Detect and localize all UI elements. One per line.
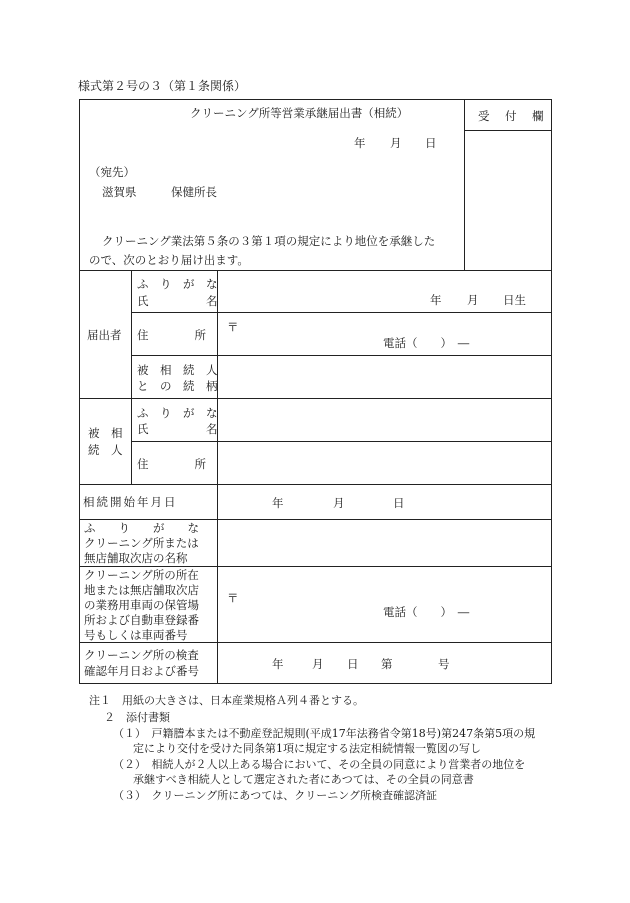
- border-left: [79, 99, 80, 684]
- attachment-3: （３） クリーニング所にあつては、クリーニング所検査確認済証: [113, 789, 438, 802]
- inheritance-day: 日: [393, 496, 405, 510]
- decedent-furigana-label: ふ り が な: [137, 406, 218, 420]
- statement-line-1: クリーニング業法第５条の３第１項の規定により地位を承継した: [102, 234, 436, 248]
- attachment-2b: 承継すべき相続人として選定された者にあつては、その全員の同意書: [133, 773, 474, 786]
- decedent-group-label-2: 続 人: [88, 443, 123, 457]
- inheritance-year: 年: [272, 496, 284, 510]
- row-line: [131, 312, 552, 313]
- addressee-label: （宛先）: [89, 165, 135, 179]
- reception-header-line: [464, 130, 552, 131]
- notifier-furigana-label: ふ り が な: [137, 277, 218, 291]
- notifier-address-label: 住 所: [137, 328, 206, 342]
- inspection-label-2: 確認年月日および番号: [84, 664, 199, 678]
- col-line: [131, 270, 132, 484]
- relation-label-2: と の 続 柄: [137, 379, 218, 393]
- decedent-name-label: 氏 名: [137, 422, 218, 436]
- birth-month: 月: [467, 293, 479, 307]
- form-title: クリーニング所等営業承継届出書（相続）: [190, 106, 409, 120]
- birth-year: 年: [430, 293, 442, 307]
- location-label-2: 地または無店舗取次店: [84, 583, 199, 597]
- decedent-address-label: 住 所: [137, 457, 206, 471]
- inspection-day: 日: [347, 657, 359, 671]
- border-bottom: [79, 683, 552, 684]
- location-label-3: の業務用車両の保管場: [84, 598, 199, 612]
- statement-line-2: ので、次のとおり届け出ます。: [89, 253, 249, 267]
- row-line: [79, 484, 552, 485]
- attachment-1a: （１） 戸籍謄本または不動産登記規則(平成17年法務省令第18号)第247条第5項の規: [113, 727, 536, 740]
- col-line: [217, 270, 218, 684]
- location-phone: 電話（ ） ―: [383, 605, 470, 619]
- notifier-name-label: 氏 名: [137, 294, 218, 308]
- reception-label: 受 付 欄: [478, 109, 546, 123]
- row-line: [79, 398, 552, 399]
- row-line: [131, 441, 552, 442]
- date-day: 日: [425, 136, 437, 150]
- birth-day: 日生: [503, 293, 526, 307]
- inheritance-start-label: 相続開始年月日: [83, 495, 178, 509]
- date-year: 年: [354, 136, 366, 150]
- row-line: [79, 270, 552, 271]
- inheritance-month: 月: [333, 496, 345, 510]
- border-top: [79, 99, 552, 100]
- relation-label-1: 被 相 続 人: [137, 363, 218, 377]
- inspection-num: 号: [438, 657, 450, 671]
- decedent-group-label-1: 被 相: [88, 426, 123, 440]
- reception-divider: [464, 99, 465, 270]
- shop-name-label-1: クリーニング所または: [84, 536, 199, 550]
- form-number: 様式第２号の３（第１条関係）: [78, 79, 247, 93]
- shop-name-label-2: 無店舗取次店の名称: [84, 551, 188, 565]
- location-label-1: クリーニング所の所在: [84, 568, 199, 582]
- notifier-phone: 電話（ ） ―: [383, 336, 470, 350]
- note-1: 注１ 用紙の大きさは、日本産業規格Ａ列４番とする。: [89, 694, 364, 707]
- notifier-group-label: 届出者: [87, 328, 122, 342]
- location-postal-mark: 〒: [227, 591, 239, 605]
- inspection-label-1: クリーニング所の検査: [84, 648, 199, 662]
- date-month: 月: [390, 136, 402, 150]
- note-2: ２ 添付書類: [104, 711, 170, 724]
- shop-furigana-label: ふ り が な: [84, 521, 199, 535]
- notifier-postal-mark: 〒: [227, 320, 239, 334]
- attachment-2a: （２） 相続人が２人以上ある場合において、その全員の同意により営業者の地位を: [113, 758, 526, 771]
- attachment-1b: 定により交付を受けた同条第1項に規定する法定相続情報一覧図の写し: [133, 742, 481, 755]
- inspection-no: 第: [381, 657, 393, 671]
- inspection-month: 月: [312, 657, 324, 671]
- inspection-year: 年: [272, 657, 284, 671]
- location-label-5: 号もしくは車両番号: [84, 628, 188, 642]
- location-label-4: 所および自動車登録番: [84, 613, 199, 627]
- border-right: [551, 99, 552, 684]
- row-line: [131, 355, 552, 356]
- addressee: 滋賀県 保健所長: [102, 185, 217, 199]
